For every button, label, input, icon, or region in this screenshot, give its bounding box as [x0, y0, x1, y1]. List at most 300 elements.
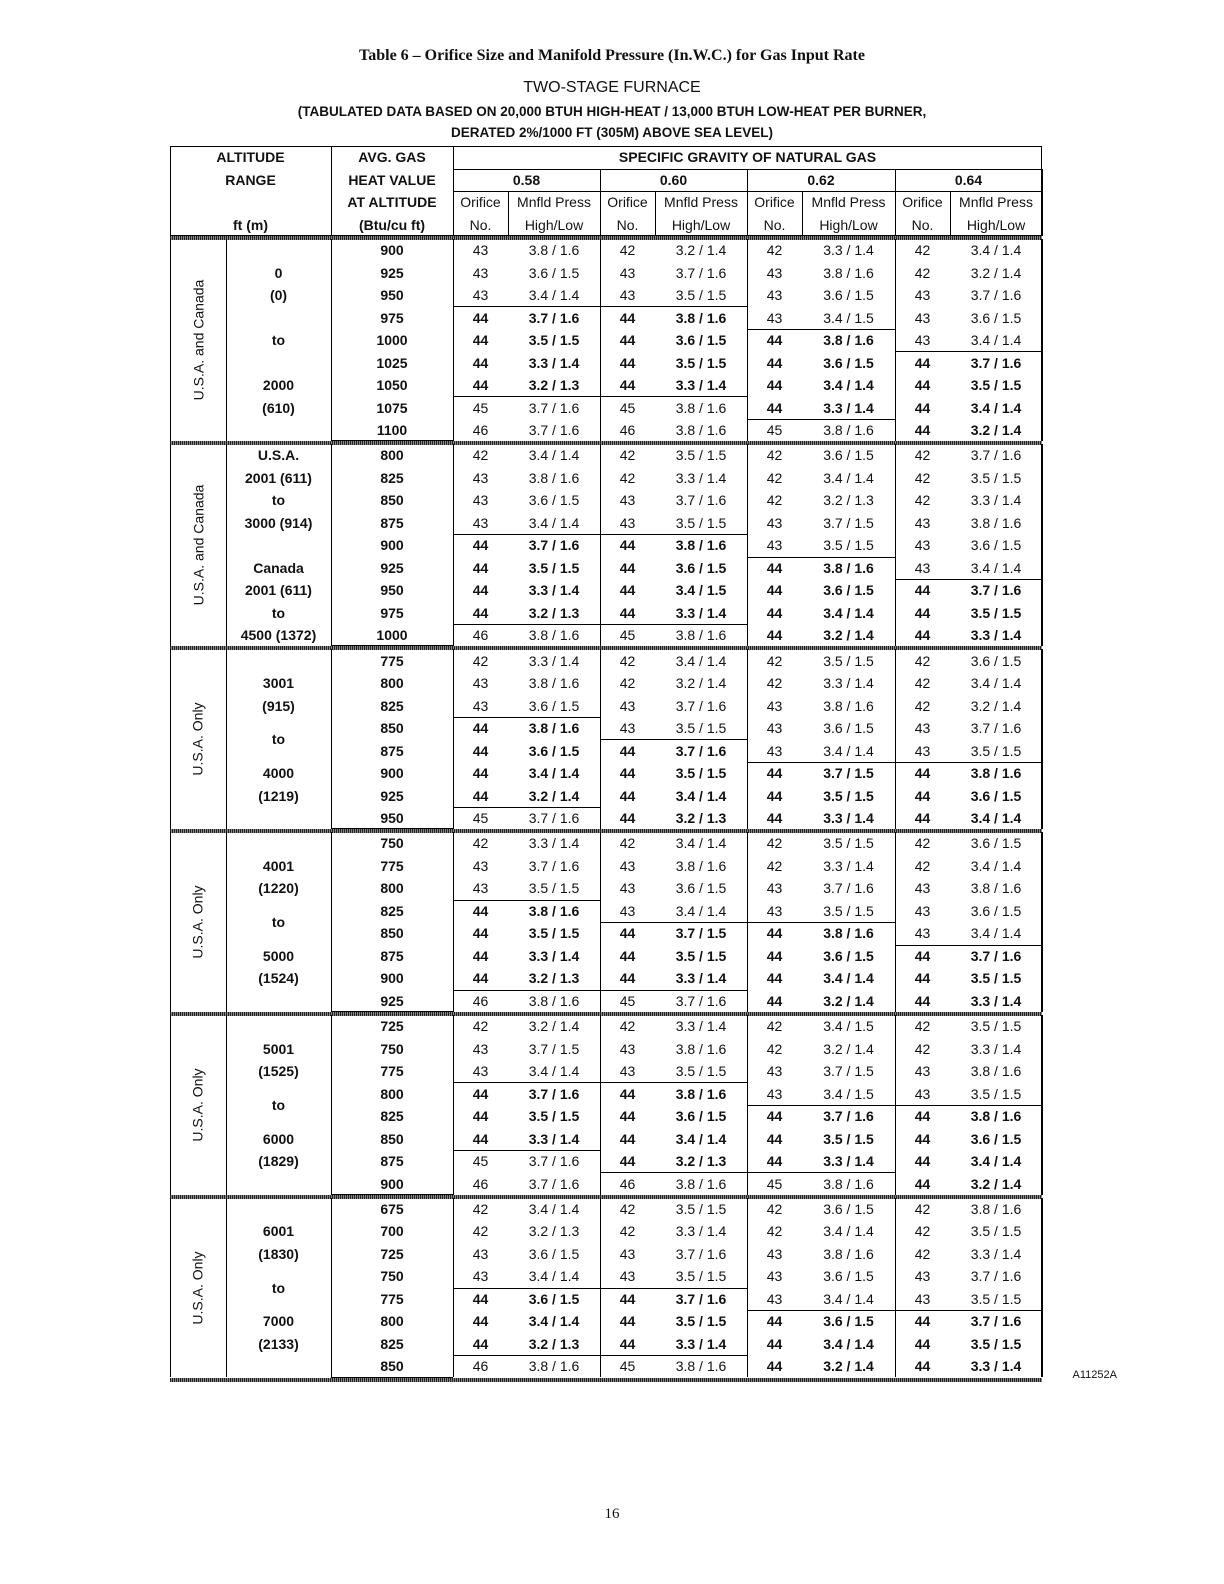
heat-value-cell: 800 [380, 675, 404, 692]
manifold-pressure-cell: 3.8 / 1.6 [970, 1063, 1022, 1080]
altitude-range-text: (0) [269, 287, 288, 304]
manifold-pressure-cell: 3.2 / 1.3 [528, 970, 580, 987]
orifice-number-cell: 42 [766, 1200, 783, 1217]
orifice-number-cell: 44 [914, 947, 931, 964]
table-note-line-1: (TABULATED DATA BASED ON 20,000 BTUH HIGH-HEAT / 13,000 BTUH LOW-HEAT PER BURNER, [297, 104, 927, 119]
manifold-pressure-cell: 3.3 / 1.4 [675, 1335, 727, 1352]
orifice-number-cell: 46 [472, 1175, 489, 1192]
manifold-pressure-cell: 3.7 / 1.6 [675, 697, 727, 714]
orifice-number-cell: 44 [472, 582, 489, 599]
orifice-number-cell: 44 [914, 809, 931, 826]
orifice-number-cell: 44 [766, 787, 783, 804]
manifold-pressure-cell: 3.2 / 1.3 [823, 492, 874, 509]
manifold-pressure-cell: 3.7 / 1.6 [528, 421, 580, 438]
manifold-pressure-cell: 3.3 / 1.4 [970, 492, 1022, 509]
orifice-number-cell: 42 [472, 1200, 489, 1217]
grid-line [170, 146, 1042, 147]
orifice-number-cell: 44 [472, 787, 489, 804]
heat-value-cell: 825 [380, 902, 404, 919]
manifold-pressure-cell: 3.4 / 1.4 [970, 559, 1022, 576]
avg-gas-header: AVG. GAS [358, 149, 426, 166]
manifold-pressure-cell: 3.4 / 1.4 [675, 835, 727, 852]
manifold-pressure-cell: 3.7 / 1.5 [675, 925, 727, 942]
orifice-number-cell: 42 [619, 469, 636, 486]
heat-value-cell: 900 [380, 537, 404, 554]
manifold-pressure-cell: 3.5 / 1.5 [970, 1290, 1022, 1307]
manifold-pressure-cell: 3.6 / 1.5 [823, 1200, 874, 1217]
manifold-pressure-cell: 3.2 / 1.4 [970, 264, 1022, 281]
grid-line [600, 832, 601, 1012]
orifice-number-cell: 44 [472, 354, 489, 371]
orifice-number-cell: 43 [472, 880, 489, 897]
orifice-number-cell: 45 [619, 1358, 636, 1375]
manifold-pressure-cell: 3.8 / 1.6 [675, 421, 727, 438]
manifold-pressure-cell: 3.4 / 1.4 [528, 287, 580, 304]
orifice-number-cell: 43 [914, 1290, 931, 1307]
manifold-pressure-cell: 3.3 / 1.4 [970, 1358, 1022, 1375]
manifold-pressure-cell: 3.6 / 1.5 [970, 902, 1022, 919]
altitude-range-text: to [271, 332, 286, 349]
orifice-number-cell: 43 [766, 880, 783, 897]
manifold-pressure-cell: 3.3 / 1.4 [528, 1130, 580, 1147]
heat-value-cell: 1100 [376, 421, 408, 438]
manifold-pressure-cell: 3.8 / 1.6 [823, 697, 874, 714]
orifice-number-cell: 44 [472, 1313, 489, 1330]
orifice-number-cell: 43 [766, 1268, 783, 1285]
orifice-number-cell: 44 [766, 970, 783, 987]
manifold-pressure-cell: 3.8 / 1.6 [970, 880, 1022, 897]
grid-line [1042, 649, 1043, 829]
manifold-pressure-cell: 3.2 / 1.3 [528, 1335, 580, 1352]
orifice-number-cell: 43 [914, 720, 931, 737]
manifold-pressure-cell: 3.5 / 1.5 [528, 880, 580, 897]
manifold-pressure-cell: 3.8 / 1.6 [970, 1108, 1022, 1125]
region-label-text: U.S.A. and Canada [190, 485, 207, 606]
grid-line [600, 1015, 601, 1195]
manifold-pressure-cell: 3.5 / 1.5 [823, 835, 874, 852]
manifold-pressure-cell: 3.8 / 1.6 [675, 1358, 727, 1375]
manifold-pressure-cell: 3.6 / 1.5 [528, 697, 580, 714]
manifold-pressure-cell: 3.8 / 1.6 [528, 469, 580, 486]
grid-line [1042, 1198, 1043, 1378]
manifold-pressure-cell: 3.5 / 1.5 [970, 604, 1022, 621]
high-low-header: High/Low [966, 216, 1026, 233]
orifice-number-cell: 42 [766, 835, 783, 852]
manifold-pressure-cell: 3.6 / 1.5 [823, 947, 874, 964]
orifice-number-cell: 42 [472, 835, 489, 852]
grid-line [600, 169, 601, 237]
orifice-header: Orifice [754, 194, 795, 211]
grid-line [453, 832, 454, 1012]
region-label-text: U.S.A. Only [190, 702, 207, 776]
manifold-pressure-cell: 3.7 / 1.6 [970, 287, 1022, 304]
altitude-range-text: 4500 (1372) [240, 627, 317, 644]
manifold-pressure-cell: 3.6 / 1.5 [823, 447, 874, 464]
orifice-number-cell: 43 [766, 720, 783, 737]
manifold-pressure-cell: 3.6 / 1.5 [528, 492, 580, 509]
heat-value-cell: 975 [380, 309, 404, 326]
orifice-number-cell: 44 [619, 559, 636, 576]
manifold-pressure-cell: 3.6 / 1.5 [675, 559, 727, 576]
heat-value-cell: 725 [380, 1018, 404, 1035]
manifold-pressure-cell: 3.5 / 1.5 [675, 1063, 727, 1080]
orifice-number-cell: 44 [619, 537, 636, 554]
manifold-pressure-cell: 3.3 / 1.4 [675, 469, 727, 486]
orifice-number-cell: 43 [766, 287, 783, 304]
orifice-number-cell: 44 [914, 1313, 931, 1330]
gravity-header: 0.60 [659, 171, 688, 188]
manifold-pressure-cell: 3.2 / 1.3 [528, 1223, 580, 1240]
manifold-pressure-cell: 3.6 / 1.5 [823, 1268, 874, 1285]
grid-line [1042, 832, 1043, 1012]
orifice-number-cell: 44 [914, 604, 931, 621]
heat-value-cell: 875 [380, 1153, 404, 1170]
orifice-number-cell: 43 [472, 264, 489, 281]
gravity-header: 0.58 [512, 171, 541, 188]
grid-line [600, 444, 601, 646]
orifice-number-cell: 44 [472, 377, 489, 394]
manifold-pressure-cell: 3.4 / 1.4 [528, 765, 580, 782]
grid-line [226, 444, 227, 646]
heat-value-cell: 950 [380, 582, 404, 599]
orifice-number-cell: 45 [472, 399, 489, 416]
manifold-pressure-cell: 3.8 / 1.6 [823, 1175, 874, 1192]
orifice-number-cell: 43 [472, 1245, 489, 1262]
manifold-pressure-cell: 3.3 / 1.4 [823, 857, 874, 874]
orifice-header: Orifice [902, 194, 943, 211]
manifold-pressure-cell: 3.4 / 1.4 [970, 242, 1022, 259]
manifold-pressure-cell: 3.4 / 1.4 [675, 1130, 727, 1147]
manifold-pressure-cell: 3.8 / 1.6 [675, 857, 727, 874]
grid-line [170, 832, 171, 1012]
manifold-pressure-cell: 3.6 / 1.5 [970, 835, 1022, 852]
altitude-range-text: (1525) [258, 1063, 299, 1080]
altitude-range-text: (1524) [258, 970, 299, 987]
altitude-range-text: Canada [253, 559, 304, 576]
manifold-pressure-cell: 3.4 / 1.4 [675, 902, 727, 919]
manifold-pressure-cell: 3.5 / 1.5 [823, 652, 874, 669]
manifold-pressure-cell: 3.3 / 1.4 [528, 835, 580, 852]
orifice-number-cell: 42 [472, 1223, 489, 1240]
orifice-number-cell: 42 [619, 675, 636, 692]
orifice-number-cell: 43 [619, 857, 636, 874]
grid-line [331, 1015, 332, 1195]
orifice-number-cell: 44 [914, 354, 931, 371]
heat-value-cell: 925 [380, 559, 404, 576]
orifice-number-cell: 44 [766, 354, 783, 371]
region-label-text: U.S.A. Only [190, 1251, 207, 1325]
heat-value-cell: 800 [380, 1085, 404, 1102]
altitude-range-text: 3000 (914) [244, 514, 313, 531]
heat-value-cell: 850 [380, 1130, 404, 1147]
altitude-range-text: to [271, 914, 286, 931]
altitude-range-text: (1829) [258, 1153, 299, 1170]
orifice-number-cell: 44 [619, 1290, 636, 1307]
manifold-pressure-cell: 3.6 / 1.5 [970, 652, 1022, 669]
orifice-number-cell: 43 [619, 1040, 636, 1057]
grid-line [453, 239, 454, 441]
orifice-number-cell: 44 [766, 925, 783, 942]
orifice-number-cell: 43 [766, 309, 783, 326]
manifold-pressure-cell: 3.3 / 1.4 [823, 242, 874, 259]
table-subtitle: TWO-STAGE FURNACE [523, 79, 701, 96]
grid-line [747, 169, 748, 237]
manifold-pressure-cell: 3.4 / 1.4 [970, 857, 1022, 874]
orifice-number-cell: 43 [619, 1063, 636, 1080]
orifice-number-cell: 44 [766, 1153, 783, 1170]
orifice-number-cell: 44 [619, 809, 636, 826]
heat-value-cell: 875 [380, 947, 404, 964]
heat-value-cell: 1000 [376, 332, 408, 349]
manifold-pressure-cell: 3.3 / 1.4 [675, 970, 727, 987]
manifold-pressure-cell: 3.5 / 1.5 [823, 1130, 874, 1147]
manifold-pressure-cell: 3.3 / 1.4 [528, 354, 580, 371]
grid-line [453, 444, 454, 646]
heat-value-cell: 775 [380, 652, 404, 669]
orifice-number-cell: 43 [766, 1085, 783, 1102]
manifold-pressure-cell: 3.5 / 1.5 [528, 559, 580, 576]
manifold-pressure-cell: 3.5 / 1.5 [675, 765, 727, 782]
heat-value-cell: 950 [380, 287, 404, 304]
orifice-number-cell: 43 [472, 1063, 489, 1080]
orifice-number-cell: 44 [914, 1130, 931, 1147]
manifold-pressure-cell: 3.4 / 1.4 [528, 1200, 580, 1217]
manifold-pressure-cell: 3.5 / 1.5 [675, 287, 727, 304]
heat-value-cell: 900 [380, 970, 404, 987]
manifold-pressure-cell: 3.8 / 1.6 [528, 242, 580, 259]
orifice-number-cell: 44 [619, 309, 636, 326]
manifold-pressure-cell: 3.3 / 1.4 [528, 947, 580, 964]
orifice-number-cell: 43 [914, 925, 931, 942]
altitude-range-text: 7000 [262, 1313, 295, 1330]
grid-line [895, 832, 896, 1012]
orifice-number-cell: 43 [619, 514, 636, 531]
manifold-pressure-cell: 3.6 / 1.5 [823, 582, 874, 599]
orifice-number-cell: 42 [766, 242, 783, 259]
heat-value-cell: 975 [380, 604, 404, 621]
manifold-pressure-cell: 3.5 / 1.5 [970, 1085, 1022, 1102]
manifold-pressure-cell: 3.4 / 1.4 [823, 1290, 874, 1307]
orifice-number-cell: 44 [472, 742, 489, 759]
manifold-pressure-cell: 3.5 / 1.5 [970, 742, 1022, 759]
manifold-pressure-cell: 3.3 / 1.4 [675, 604, 727, 621]
orifice-number-cell: 43 [472, 857, 489, 874]
manifold-pressure-cell: 3.3 / 1.4 [823, 675, 874, 692]
manifold-pressure-cell: 3.3 / 1.4 [528, 582, 580, 599]
orifice-number-cell: 44 [619, 1313, 636, 1330]
manifold-pressure-cell: 3.8 / 1.6 [528, 902, 580, 919]
manifold-pressure-cell: 3.7 / 1.6 [528, 1085, 580, 1102]
orifice-number-cell: 44 [914, 1108, 931, 1125]
orifice-number-cell: 44 [619, 1153, 636, 1170]
orifice-number-cell: 42 [619, 242, 636, 259]
manifold-pressure-cell: 3.5 / 1.5 [675, 447, 727, 464]
altitude-range-text: U.S.A. [257, 447, 300, 464]
altitude-range-text: to [271, 492, 286, 509]
orifice-number-cell: 43 [766, 697, 783, 714]
orifice-number-cell: 44 [472, 947, 489, 964]
manifold-pressure-cell: 3.6 / 1.5 [970, 309, 1022, 326]
orifice-number-cell: 45 [619, 992, 636, 1009]
manifold-pressure-cell: 3.3 / 1.4 [970, 1040, 1022, 1057]
orifice-header: Orifice [607, 194, 648, 211]
orifice-number-cell: 43 [914, 1085, 931, 1102]
heat-value-cell: 825 [380, 1335, 404, 1352]
manifold-pressure-cell: 3.7 / 1.6 [970, 1268, 1022, 1285]
orifice-number-cell: 46 [472, 992, 489, 1009]
orifice-number-cell: 44 [619, 1335, 636, 1352]
altitude-range-text: to [271, 1096, 286, 1113]
orifice-number-cell: 44 [914, 1175, 931, 1192]
manifold-pressure-cell: 3.3 / 1.4 [970, 1245, 1022, 1262]
orifice-number-cell: 43 [472, 242, 489, 259]
grid-line [453, 1015, 454, 1195]
altitude-range-text: 3001 [262, 675, 295, 692]
orifice-number-cell: 44 [472, 559, 489, 576]
region-label-text: U.S.A. and Canada [190, 279, 207, 401]
heat-value-header: HEAT VALUE [348, 171, 436, 188]
manifold-pressure-cell: 3.7 / 1.6 [528, 857, 580, 874]
manifold-pressure-cell: 3.6 / 1.5 [528, 1245, 580, 1262]
orifice-number-cell: 42 [472, 652, 489, 669]
orifice-number-cell: 45 [472, 809, 489, 826]
orifice-number-cell: 44 [472, 1085, 489, 1102]
orifice-number-cell: 44 [766, 582, 783, 599]
manifold-pressure-cell: 3.2 / 1.3 [528, 604, 580, 621]
manifold-pressure-cell: 3.5 / 1.5 [528, 1108, 580, 1125]
manifold-pressure-cell: 3.2 / 1.4 [970, 1175, 1022, 1192]
orifice-number-cell: 42 [766, 1223, 783, 1240]
manifold-pressure-cell: 3.7 / 1.6 [675, 264, 727, 281]
orifice-number-cell: 43 [472, 697, 489, 714]
orifice-number-cell: 44 [619, 354, 636, 371]
manifold-pressure-cell: 3.8 / 1.6 [823, 421, 874, 438]
orifice-number-cell: 43 [914, 742, 931, 759]
specific-gravity-header: SPECIFIC GRAVITY OF NATURAL GAS [618, 149, 877, 166]
manifold-pressure-cell: 3.7 / 1.5 [823, 514, 874, 531]
orifice-number-cell: 43 [619, 1245, 636, 1262]
heat-value-cell: 750 [380, 1268, 404, 1285]
high-low-header: High/Low [671, 216, 731, 233]
manifold-pressure-cell: 3.6 / 1.5 [823, 720, 874, 737]
orifice-number-cell: 43 [766, 1063, 783, 1080]
orifice-number-cell: 43 [472, 469, 489, 486]
manifold-pressure-cell: 3.6 / 1.5 [823, 1313, 874, 1330]
grid-line [1042, 1015, 1043, 1195]
manifold-pressure-cell: 3.4 / 1.4 [675, 787, 727, 804]
orifice-header: Orifice [460, 194, 501, 211]
altitude-range-text: 4000 [262, 765, 295, 782]
orifice-number-cell: 42 [766, 447, 783, 464]
manifold-pressure-cell: 3.3 / 1.4 [823, 1153, 874, 1170]
at-altitude-header: AT ALTITUDE [347, 194, 437, 211]
manifold-pressure-cell: 3.8 / 1.6 [675, 537, 727, 554]
orifice-number-cell: 42 [914, 1018, 931, 1035]
manifold-pressure-cell: 3.4 / 1.4 [528, 1063, 580, 1080]
manifold-pressure-cell: 3.4 / 1.4 [823, 970, 874, 987]
manifold-pressure-cell: 3.4 / 1.4 [970, 332, 1022, 349]
manifold-pressure-cell: 3.3 / 1.4 [823, 809, 874, 826]
orifice-number-cell: 43 [914, 332, 931, 349]
orifice-number-cell: 43 [914, 559, 931, 576]
manifold-pressure-cell: 3.5 / 1.5 [675, 354, 727, 371]
region-label [170, 1198, 226, 1378]
grid-line [331, 444, 332, 646]
manifold-pressure-cell: 3.4 / 1.4 [970, 1153, 1022, 1170]
manifold-pressure-cell: 3.2 / 1.4 [528, 1018, 580, 1035]
region-label [170, 832, 226, 1012]
orifice-number-cell: 44 [766, 1130, 783, 1147]
altitude-range-text: (1830) [258, 1245, 299, 1262]
manifold-pressure-cell: 3.2 / 1.4 [675, 675, 727, 692]
manifold-pressure-cell: 3.8 / 1.6 [823, 925, 874, 942]
orifice-number-cell: 43 [914, 287, 931, 304]
manifold-pressure-cell: 3.5 / 1.5 [528, 925, 580, 942]
manifold-pressure-cell: 3.5 / 1.5 [970, 377, 1022, 394]
manifold-pressure-cell: 3.3 / 1.4 [970, 627, 1022, 644]
orifice-number-cell: 44 [619, 787, 636, 804]
manifold-pressure-cell: 3.4 / 1.4 [823, 469, 874, 486]
orifice-number-cell: 43 [472, 1268, 489, 1285]
region-label [170, 649, 226, 829]
manifold-pressure-cell: 3.4 / 1.5 [675, 582, 727, 599]
manifold-pressure-cell: 3.8 / 1.6 [823, 1245, 874, 1262]
orifice-number-cell: 44 [472, 720, 489, 737]
orifice-number-cell: 44 [619, 1108, 636, 1125]
orifice-number-cell: 44 [472, 1108, 489, 1125]
manifold-pressure-cell: 3.5 / 1.5 [823, 902, 874, 919]
orifice-number-cell: 43 [619, 720, 636, 737]
heat-value-cell: 675 [380, 1200, 404, 1217]
manifold-pressure-cell: 3.4 / 1.5 [823, 1085, 874, 1102]
orifice-no-header: No. [911, 216, 934, 233]
heat-value-cell: 900 [380, 242, 404, 259]
gravity-header: 0.62 [807, 171, 835, 188]
orifice-number-cell: 42 [766, 492, 783, 509]
orifice-number-cell: 42 [914, 492, 931, 509]
orifice-number-cell: 44 [766, 992, 783, 1009]
heat-value-cell: 1000 [376, 627, 408, 644]
manifold-pressure-cell: 3.6 / 1.5 [528, 742, 580, 759]
orifice-no-header: No. [763, 216, 786, 233]
grid-line [747, 444, 748, 646]
grid-line [226, 649, 227, 829]
grid-line [226, 239, 227, 441]
manifold-pressure-cell: 3.2 / 1.4 [970, 697, 1022, 714]
manifold-pressure-cell: 3.2 / 1.4 [823, 627, 874, 644]
heat-value-cell: 750 [380, 835, 404, 852]
grid-line [895, 1198, 896, 1378]
grid-line [600, 1198, 601, 1378]
manifold-pressure-cell: 3.4 / 1.4 [970, 809, 1022, 826]
altitude-range-text: to [271, 604, 286, 621]
orifice-number-cell: 46 [472, 1358, 489, 1375]
orifice-number-cell: 44 [914, 627, 931, 644]
manifold-pressure-cell: 3.8 / 1.6 [675, 627, 727, 644]
manifold-pressure-cell: 3.5 / 1.5 [675, 514, 727, 531]
manifold-pressure-cell: 3.8 / 1.6 [528, 1358, 580, 1375]
orifice-number-cell: 43 [766, 902, 783, 919]
manifold-pressure-cell: 3.6 / 1.5 [970, 537, 1022, 554]
orifice-number-cell: 42 [914, 1040, 931, 1057]
orifice-number-cell: 43 [914, 1268, 931, 1285]
orifice-number-cell: 42 [766, 857, 783, 874]
grid-line [747, 239, 748, 441]
grid-line [895, 239, 896, 441]
manifold-pressure-cell: 3.5 / 1.5 [675, 1200, 727, 1217]
orifice-number-cell: 43 [619, 287, 636, 304]
manifold-pressure-cell: 3.5 / 1.5 [675, 947, 727, 964]
